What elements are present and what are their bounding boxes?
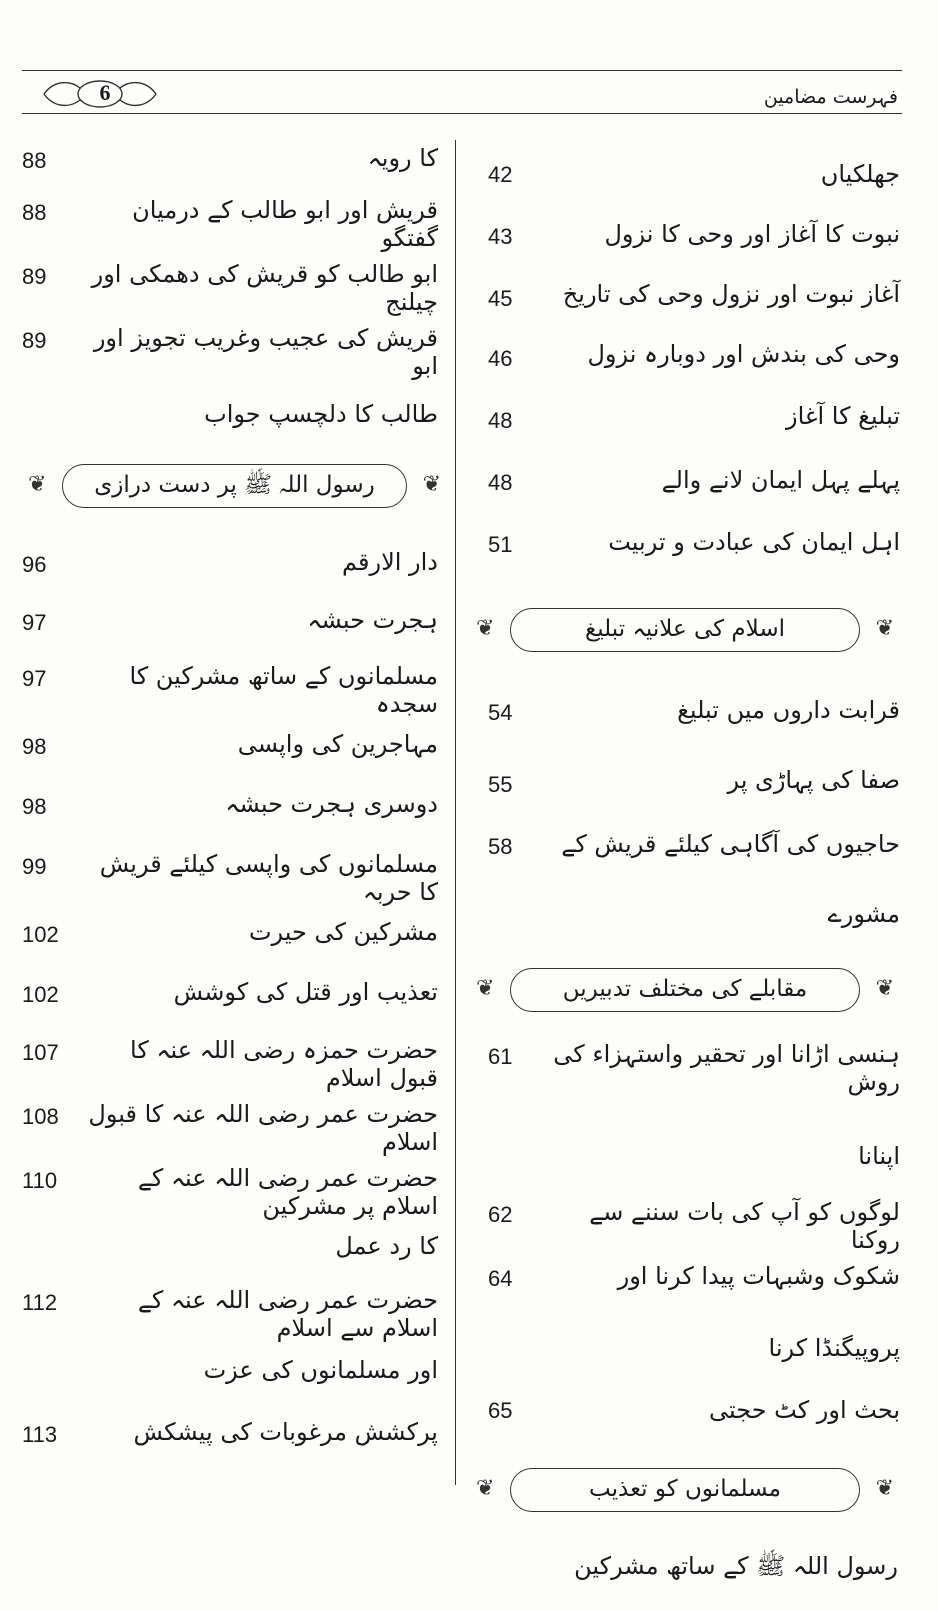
toc-page: 88 — [22, 148, 47, 173]
toc-page: 112 — [22, 1290, 58, 1315]
toc-entry: پہلے پہل ایمان لانے والے — [661, 466, 900, 494]
toc-entry-continued: اور مسلمانوں کی عزت — [203, 1356, 438, 1384]
toc-page: 65 — [488, 1398, 513, 1423]
toc-entry-continued: طالب کا دلچسپ جواب — [204, 400, 438, 428]
toc-entry-continued: پروپیگنڈا کرنا — [768, 1334, 900, 1362]
toc-page: 58 — [488, 834, 513, 859]
section-banner: ❦ ❦ مسلمانوں کو تعذیب — [470, 1468, 900, 1512]
toc-page: 89 — [22, 328, 47, 353]
toc-entry: مہاجرین کی واپسی — [237, 730, 438, 758]
toc-entry: تبلیغ کا آغاز — [786, 402, 900, 430]
toc-entry: دوسری ہجرت حبشہ — [225, 790, 438, 818]
toc-entry: قریش اور ابو طالب کے درمیان گفتگو — [132, 196, 438, 252]
toc-entry: لوگوں کو آپ کی بات سننے سے روکنا — [589, 1198, 900, 1254]
toc-entry: قریش کی عجیب وغریب تجویز اور ابو — [93, 324, 438, 380]
toc-page: 51 — [488, 532, 513, 557]
toc-page: 45 — [488, 286, 513, 311]
toc-entry: تعذیب اور قتل کی کوشش — [173, 978, 438, 1006]
toc-entry: حاجیوں کی آگاہی کیلئے قریش کے — [561, 830, 900, 858]
toc-page: 89 — [22, 264, 47, 289]
running-header-title: فہرست مضامین — [763, 86, 898, 108]
toc-page: 42 — [488, 162, 513, 187]
page-number: 6 — [99, 80, 111, 105]
toc-page: 110 — [22, 1168, 58, 1193]
toc-page: 64 — [488, 1266, 513, 1291]
toc-page: 96 — [22, 552, 47, 577]
header-rule — [22, 113, 902, 114]
toc-page: 108 — [22, 1104, 59, 1129]
section-title: اسلام کی علانیہ تبلیغ — [584, 616, 786, 642]
toc-entry: دار الارقم — [342, 548, 438, 576]
toc-page: 55 — [488, 772, 513, 797]
section-banner: ❦ ❦ اسلام کی علانیہ تبلیغ — [470, 608, 900, 652]
toc-page: 46 — [488, 346, 513, 371]
toc-entry-continued: کا رد عمل — [335, 1232, 438, 1260]
toc-page: 107 — [22, 1040, 59, 1065]
toc-page: 97 — [22, 666, 47, 691]
toc-entry: بحث اور کٹ حجتی — [708, 1396, 900, 1424]
toc-page: 43 — [488, 224, 513, 249]
toc-entry: ہجرت حبشہ — [307, 606, 438, 634]
section-banner: ❦ ❦ مقابلے کی مختلف تدبیریں — [470, 968, 900, 1012]
top-rule — [22, 70, 902, 71]
toc-entry: حضرت عمر رضی اللہ عنہ کے اسلام سے اسلام — [137, 1286, 438, 1342]
toc-page: 61 — [488, 1044, 513, 1069]
toc-entry: صفا کی پہاڑی پر — [727, 766, 900, 794]
toc-entry: حضرت عمر رضی اللہ عنہ کے اسلام پر مشرکین — [137, 1164, 438, 1220]
toc-page: 48 — [488, 470, 513, 495]
toc-entry: مشرکین کی حیرت — [248, 918, 438, 946]
section-banner: ❦ ❦ رسول اللہ ﷺ پر دست درازی — [22, 464, 447, 508]
column-divider — [455, 140, 456, 1485]
toc-entry: اہل ایمان کی عبادت و تربیت — [608, 528, 900, 556]
toc-entry-continued: مشورے — [827, 900, 900, 928]
toc-entry: مسلمانوں کے ساتھ مشرکین کا سجدہ — [129, 662, 438, 718]
toc-entry: رسول اللہ ﷺ کے ساتھ مشرکین — [574, 1552, 898, 1580]
toc-page: 98 — [22, 794, 47, 819]
toc-page: 54 — [488, 700, 513, 725]
toc-entry: ابو طالب کو قریش کی دھمکی اور چیلنج — [91, 260, 438, 316]
toc-page: 48 — [488, 408, 513, 433]
toc-page: 88 — [22, 200, 47, 225]
toc-entry: نبوت کا آغاز اور وحی کا نزول — [604, 220, 900, 248]
section-title: مسلمانوں کو تعذیب — [589, 1476, 781, 1502]
toc-entry: پرکشش مرغوبات کی پیشکش — [133, 1418, 438, 1446]
section-title: مقابلے کی مختلف تدبیریں — [562, 976, 808, 1002]
toc-entry: وحی کی بندش اور دوبارہ نزول — [587, 340, 900, 368]
toc-entry-continued: اپنانا — [858, 1142, 900, 1170]
toc-entry: مسلمانوں کی واپسی کیلئے قریش کا حربہ — [99, 850, 438, 906]
toc-entry: شکوک وشبہات پیدا کرنا اور — [617, 1262, 900, 1290]
section-title: رسول اللہ ﷺ پر دست درازی — [94, 472, 375, 498]
toc-entry: آغاز نبوت اور نزول وحی کی تاریخ — [562, 280, 900, 308]
toc-page: 98 — [22, 734, 47, 759]
toc-entry-continued: کا رویہ — [367, 144, 438, 172]
toc-page: 62 — [488, 1202, 513, 1227]
toc-entry: ہنسی اڑانا اور تحقیر واستہزاء کی روش — [553, 1040, 900, 1096]
toc-page: 102 — [22, 922, 59, 947]
toc-page: 113 — [22, 1422, 58, 1447]
toc-entry: قرابت داروں میں تبلیغ — [677, 696, 900, 724]
toc-entry: حضرت حمزہ رضی اللہ عنہ کا قبول اسلام — [130, 1036, 438, 1092]
toc-entry: حضرت عمر رضی اللہ عنہ کا قبول اسلام — [88, 1100, 438, 1156]
toc-page: 97 — [22, 610, 47, 635]
toc-entry: جھلکیاں — [820, 160, 900, 188]
toc-page: 99 — [22, 854, 47, 879]
toc-page: 102 — [22, 982, 59, 1007]
